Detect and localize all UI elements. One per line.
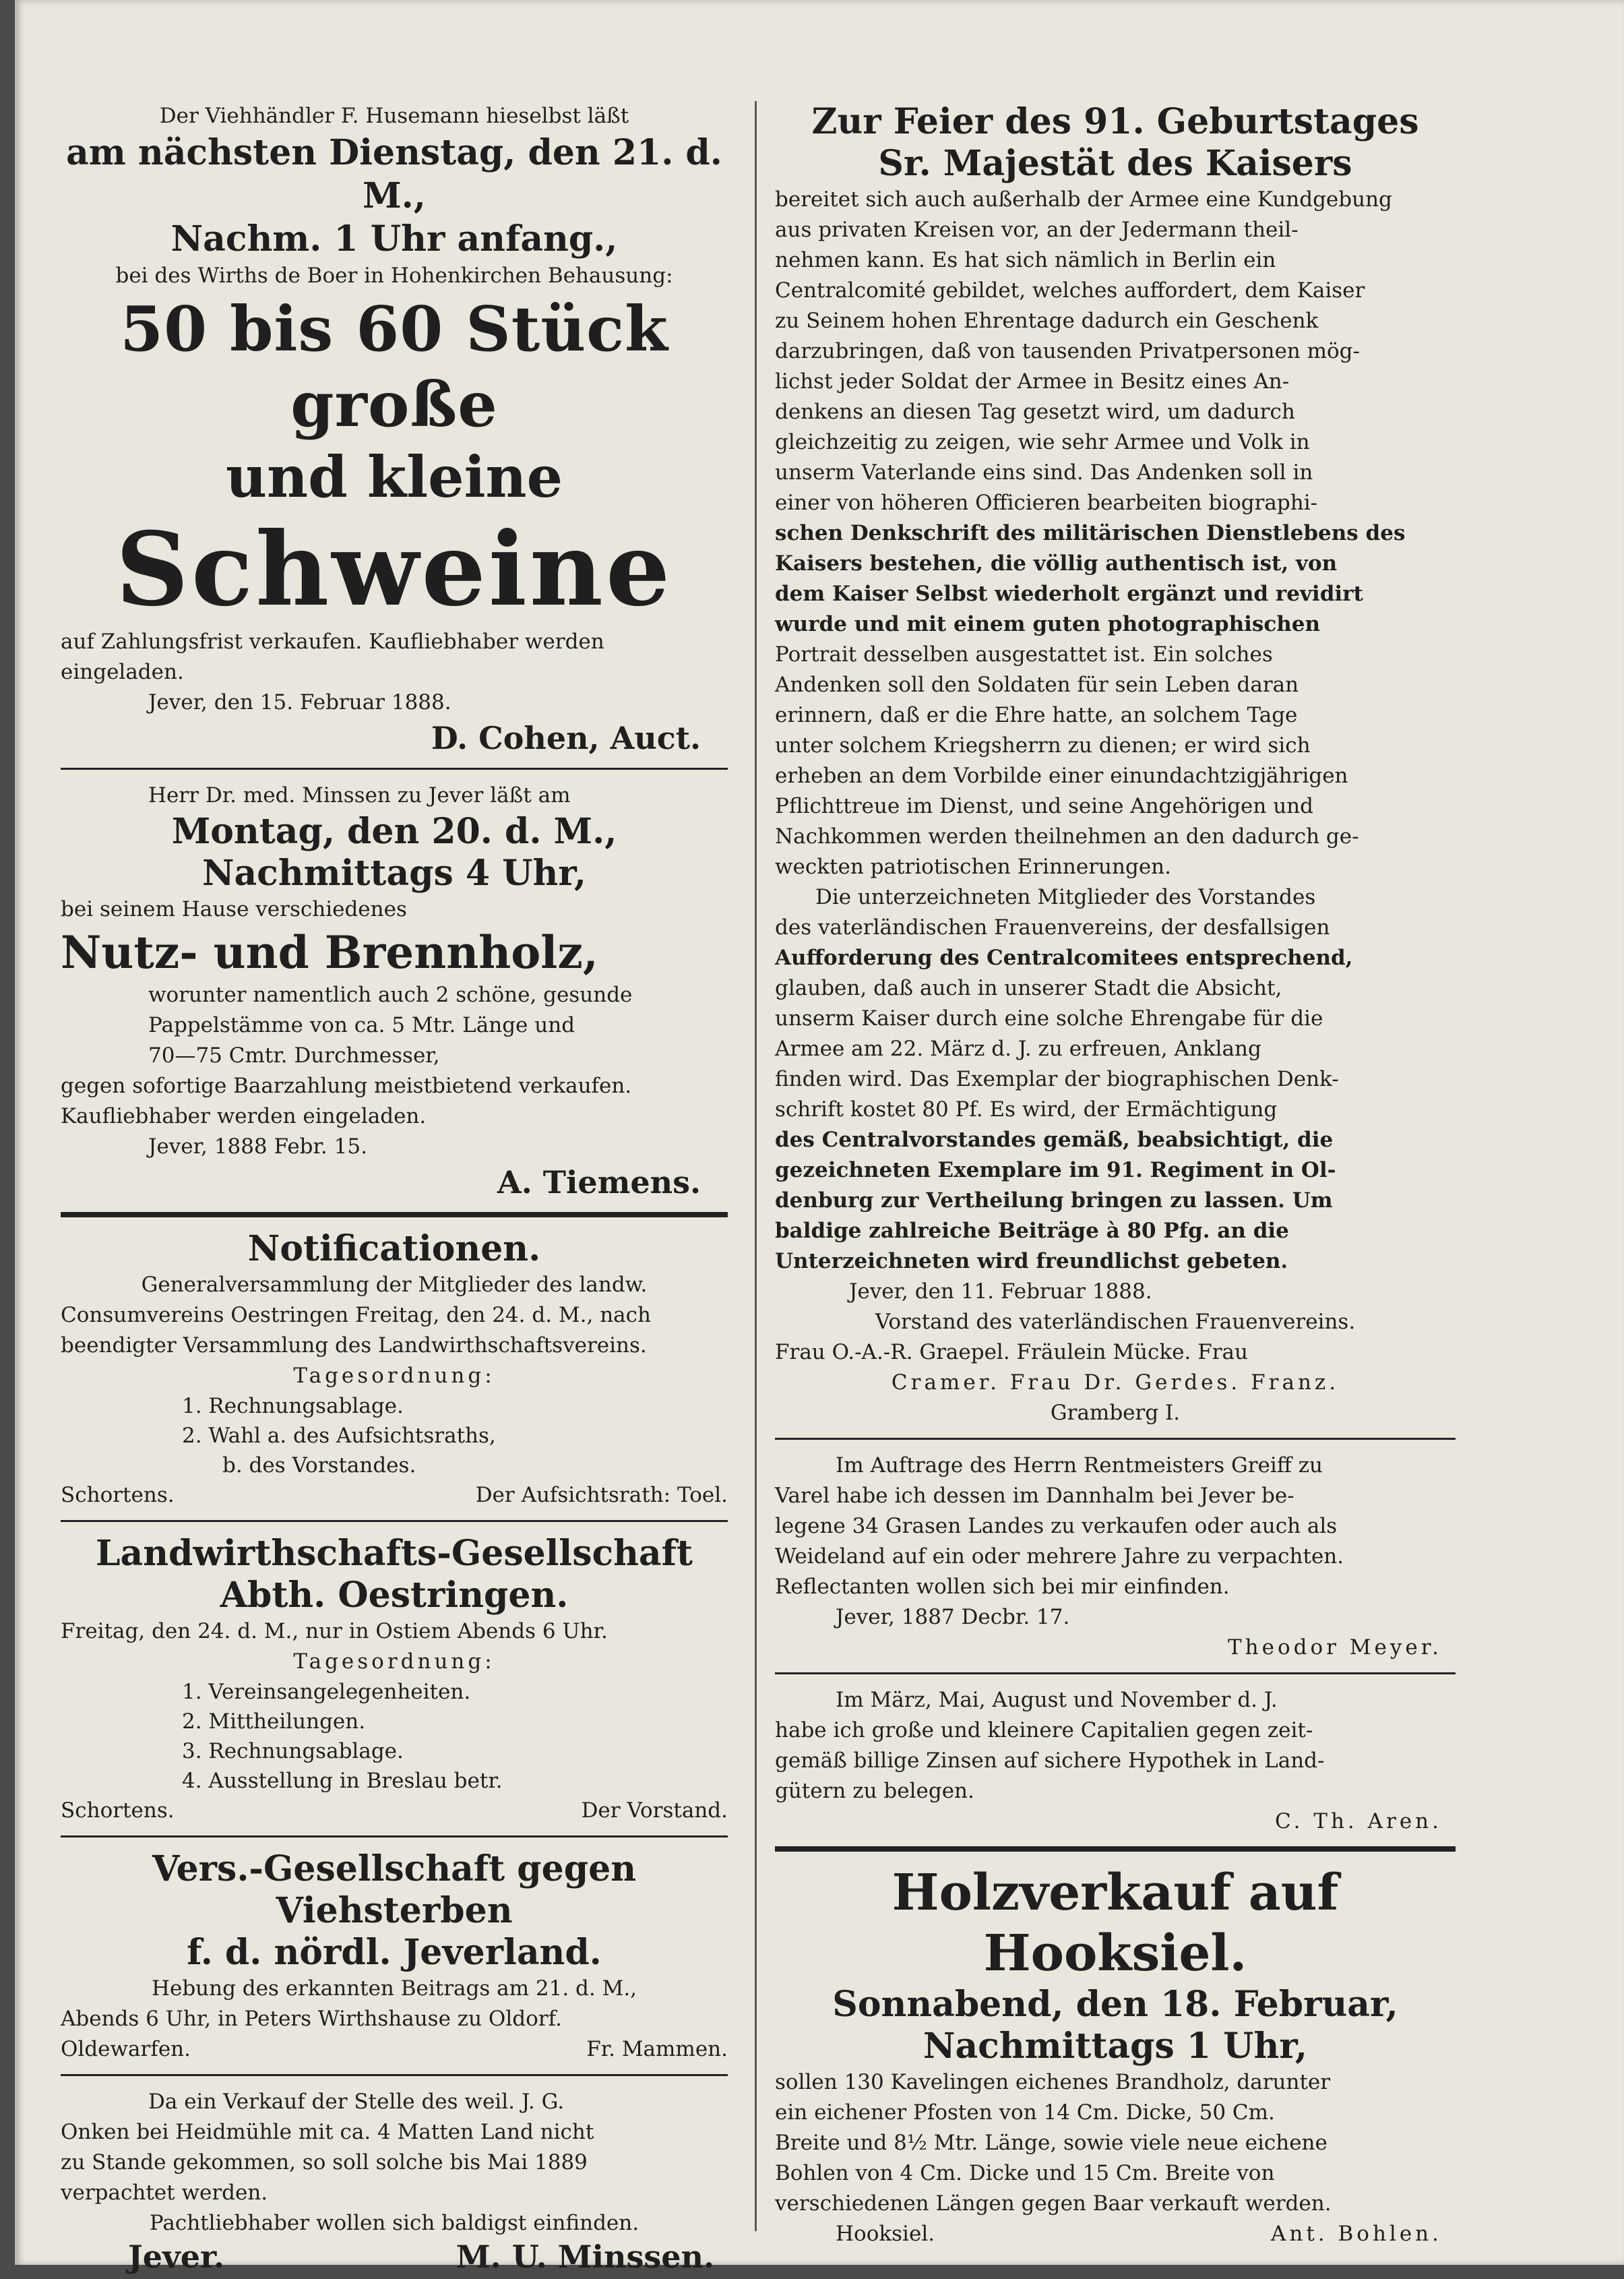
ad-capital bbox=[775, 1685, 1456, 1837]
ad-line: Generalversammlung der Mitglieder des landw. bbox=[141, 1273, 648, 1297]
ad-headline: Holzverkauf auf Hooksiel. bbox=[892, 1864, 1339, 1982]
ad-line: bei des Wirths de Boer in Hohenkirchen Behausung: bbox=[115, 264, 673, 288]
ad-place: Schortens. bbox=[61, 1798, 175, 1823]
ad-footer bbox=[61, 2034, 728, 2065]
body-line: schrift kostet 80 Pf. Es wird, der Ermächtigung bbox=[775, 1097, 1278, 1122]
ad-line: Tagesordnung: bbox=[293, 1649, 495, 1674]
body-line: Nachkommen werden theilnehmen an den dadurch ge- bbox=[775, 824, 1359, 849]
ad-line: Bohlen von 4 Cm. Dicke und 15 Cm. Breite von bbox=[775, 2161, 1275, 2185]
ad-line: gütern zu belegen. bbox=[775, 1779, 974, 1803]
body-line: Centralcomité gebildet, welches auffordert, dem Kaiser bbox=[775, 278, 1365, 303]
body-line: Pflichttreue im Dienst, und seine Angehörigen und bbox=[775, 794, 1313, 818]
agenda-item: b. des Vorstandes. bbox=[222, 1453, 416, 1478]
ad-headline: Zur Feier des 91. Geburtstages bbox=[811, 101, 1419, 142]
ad-line: Onken bei Heidmühle mit ca. 4 Matten Land nicht bbox=[61, 2120, 594, 2144]
body-line: erheben an dem Vorbilde einer einundachtzigjährigen bbox=[775, 764, 1348, 788]
ad-wood-auction bbox=[61, 781, 728, 1203]
ad-headline: Notificationen. bbox=[247, 1228, 541, 1269]
ad-wood-sale-hooksiel bbox=[775, 1862, 1456, 2249]
ad-signature: Der Aufsichtsrath: Toel. bbox=[475, 1483, 728, 1507]
body-line: zu Seinem hohen Ehrentage dadurch ein Geschenk bbox=[775, 309, 1319, 333]
body-line: denburg zur Vertheilung bringen zu lassen. Um bbox=[775, 1188, 1333, 1213]
body-line: Aufforderung des Centralcomitees entsprechend, bbox=[775, 946, 1353, 970]
ad-signature: Vorstand des vaterländischen Frauenvereins. bbox=[875, 1310, 1356, 1334]
ad-date: Jever, 1888 Febr. 15. bbox=[148, 1134, 367, 1159]
ad-signature: Fr. Mammen. bbox=[586, 2037, 728, 2061]
ad-headline: Abth. Oestringen. bbox=[220, 1575, 569, 1616]
agenda-item: 1. Vereinsangelegenheiten. bbox=[182, 1680, 471, 1704]
ad-footer bbox=[61, 1796, 728, 1826]
body-line: denkens an diesen Tag gesetzt wird, um dadurch bbox=[775, 400, 1295, 424]
column-divider bbox=[755, 101, 757, 2231]
ad-headline: Vers.-Gesellschaft gegen Viehsterben bbox=[152, 1848, 636, 1931]
ad-signature: Theodor Meyer. bbox=[1227, 1635, 1442, 1660]
ad-place: Jever. bbox=[128, 2239, 225, 2275]
body-line: Portrait desselben ausgestattet ist. Ein solches bbox=[775, 642, 1273, 667]
ad-pig-auction bbox=[61, 101, 728, 758]
ad-headline: Nachmittags 4 Uhr, bbox=[201, 853, 587, 894]
body-line: Armee am 22. März d. J. zu erfreuen, Anklang bbox=[775, 1037, 1261, 1061]
divider bbox=[61, 1520, 728, 1522]
body-line: aus privaten Kreisen vor, an der Jedermann theil- bbox=[775, 218, 1299, 242]
ad-place: Hooksiel. bbox=[836, 2222, 935, 2246]
divider bbox=[61, 2074, 728, 2076]
divider bbox=[775, 1672, 1456, 1674]
body-line: unserm Kaiser durch eine solche Ehrengabe für die bbox=[775, 1006, 1323, 1031]
ad-line: Der Viehhändler F. Husemann hieselbst läßt bbox=[159, 104, 629, 128]
ad-line: Breite und 8½ Mtr. Länge, sowie viele neue eichene bbox=[775, 2131, 1328, 2155]
ad-headline: Schweine bbox=[115, 510, 673, 629]
body-line: des Centralvorstandes gemäß, beabsichtigt, die bbox=[775, 1128, 1334, 1152]
ad-headline: f. d. nördl. Jeverland. bbox=[187, 1932, 602, 1973]
body-line: unter solchem Kriegsherrn zu dienen; er wird sich bbox=[775, 733, 1311, 758]
right-column bbox=[775, 101, 1456, 2253]
ad-line: sollen 130 Kavelingen eichenes Brandholz, darunter bbox=[775, 2070, 1331, 2094]
ad-line: worunter namentlich auch 2 schöne, gesunde bbox=[148, 983, 633, 1007]
ad-line: Weideland auf ein oder mehrere Jahre zu verpachten. bbox=[775, 1544, 1344, 1569]
ad-line: eingeladen. bbox=[61, 660, 184, 684]
divider bbox=[775, 1846, 1456, 1852]
ad-agricultural-society bbox=[61, 1533, 728, 1826]
body-line: baldige zahlreiche Beiträge à 80 Pfg. an die bbox=[775, 1219, 1289, 1243]
ad-line: legene 34 Grasen Landes zu verkaufen oder auch als bbox=[775, 1514, 1338, 1538]
body-line: Unterzeichneten wird freundlichst gebeten. bbox=[775, 1249, 1288, 1273]
body-line: bereitet sich auch außerhalb der Armee eine Kundgebung bbox=[775, 187, 1392, 212]
ad-headline: Nachmittags 1 Uhr, bbox=[923, 2026, 1308, 2067]
ad-signature: D. Cohen, Auct. bbox=[431, 720, 701, 756]
ad-line: Im Auftrage des Herrn Rentmeisters Greiff zu bbox=[836, 1453, 1323, 1478]
agenda-item: 1. Rechnungsablage. bbox=[182, 1394, 404, 1418]
ad-signature: Gramberg I. bbox=[1050, 1401, 1181, 1425]
ad-line: 70—75 Cmtr. Durchmesser, bbox=[148, 1043, 440, 1068]
ad-headline: Nachm. 1 Uhr anfang., bbox=[170, 218, 618, 260]
ad-line: Herr Dr. med. Minssen zu Jever läßt am bbox=[148, 783, 571, 808]
ad-line: Varel habe ich dessen im Dannhalm bei Jever be- bbox=[775, 1484, 1294, 1508]
body-line: glauben, daß auch in unserer Stadt die Absicht, bbox=[775, 976, 1282, 1000]
body-line: Die unterzeichneten Mitglieder des Vorstandes bbox=[815, 885, 1316, 909]
ad-line: verschiedenen Längen gegen Baar verkauft werden. bbox=[775, 2191, 1332, 2216]
body-line: gezeichneten Exemplare im 91. Regiment in Ol- bbox=[775, 1158, 1336, 1182]
ad-kaiser-birthday bbox=[775, 101, 1456, 1428]
ad-headline: Sonnabend, den 18. Februar, bbox=[832, 1984, 1398, 2025]
ad-lease bbox=[61, 2087, 728, 2275]
ad-line: auf Zahlungsfrist verkaufen. Kaufliebhaber werden bbox=[61, 630, 604, 654]
divider bbox=[775, 1438, 1456, 1440]
ad-signature: Frau O.-A.-R. Graepel. Fräulein Mücke. Frau bbox=[775, 1340, 1248, 1364]
ad-insurance-society bbox=[61, 1848, 728, 2065]
ad-land-sale bbox=[775, 1451, 1456, 1663]
ad-date: Jever, 1887 Decbr. 17. bbox=[836, 1605, 1070, 1629]
body-line: unserm Vaterlande eins sind. Das Andenken soll in bbox=[775, 460, 1313, 485]
ad-line: ein eichener Pfosten von 14 Cm. Dicke, 50 Cm. bbox=[775, 2100, 1275, 2125]
ad-line: Kaufliebhaber werden eingeladen. bbox=[61, 1104, 427, 1128]
agenda-item: 4. Ausstellung in Breslau betr. bbox=[182, 1769, 503, 1793]
ad-line: beendigter Versammlung des Landwirthschaftsvereins. bbox=[61, 1333, 647, 1358]
ad-line: habe ich große und kleinere Capitalien gegen zeit- bbox=[775, 1718, 1313, 1742]
ad-line: zu Stande gekommen, so soll solche bis Mai 1889 bbox=[61, 2150, 588, 2175]
ad-headline: Sr. Majestät des Kaisers bbox=[878, 143, 1352, 184]
ad-date: Jever, den 11. Februar 1888. bbox=[849, 1279, 1152, 1304]
body-line: erinnern, daß er die Ehre hatte, an solchem Tage bbox=[775, 703, 1298, 727]
left-column bbox=[61, 101, 728, 2279]
body-line: finden wird. Das Exemplar der biographischen Denk- bbox=[775, 1067, 1339, 1091]
body-line: wurde und mit einem guten photographischen bbox=[775, 612, 1321, 636]
ad-line: gemäß billige Zinsen auf sichere Hypothek in Land- bbox=[775, 1749, 1325, 1773]
ad-place: Schortens. bbox=[61, 1483, 175, 1507]
agenda-item: 3. Rechnungsablage. bbox=[182, 1739, 404, 1763]
ad-signature: M. U. Minssen. bbox=[456, 2239, 714, 2275]
body-line: Andenken soll den Soldaten für sein Leben daran bbox=[775, 673, 1299, 697]
body-line: dem Kaiser Selbst wiederholt ergänzt und revidirt bbox=[775, 582, 1363, 606]
agenda-item: 2. Wahl a. des Aufsichtsraths, bbox=[182, 1424, 496, 1448]
ad-headline: Montag, den 20. d. M., bbox=[171, 811, 617, 852]
ad-headline: 50 bis 60 Stück große bbox=[120, 293, 668, 441]
ad-footer bbox=[61, 1480, 728, 1511]
ad-date: Jever, den 15. Februar 1888. bbox=[148, 690, 451, 715]
ad-line: Hebung des erkannten Beitrags am 21. d. M., bbox=[151, 1976, 637, 2001]
body-line: einer von höheren Officieren bearbeiten biographi- bbox=[775, 491, 1318, 515]
ad-footer bbox=[61, 2239, 728, 2275]
body-line: darzubringen, daß von tausenden Privatpersonen mög- bbox=[775, 339, 1360, 363]
ad-headline: und kleine bbox=[225, 444, 563, 510]
ad-signature: Der Vorstand. bbox=[581, 1798, 728, 1823]
ad-signature: Cramer. Frau Dr. Gerdes. Franz. bbox=[891, 1370, 1340, 1395]
body-line: schen Denkschrift des militärischen Dienstlebens des bbox=[775, 521, 1406, 545]
divider bbox=[61, 1212, 728, 1217]
ad-line: Freitag, den 24. d. M., nur in Ostiem Abends 6 Uhr. bbox=[61, 1619, 608, 1643]
ad-line: gegen sofortige Baarzahlung meistbietend verkaufen. bbox=[61, 1074, 632, 1098]
ad-line: verpachtet werden. bbox=[61, 2181, 268, 2205]
body-line: nehmen kann. Es hat sich nämlich in Berlin ein bbox=[775, 248, 1276, 272]
ad-line: Tagesordnung: bbox=[293, 1364, 495, 1388]
ad-signature: Ant. Bohlen. bbox=[1270, 2222, 1442, 2246]
body-line: weckten patriotischen Erinnerungen. bbox=[775, 855, 1172, 879]
ad-notifications bbox=[61, 1228, 728, 1511]
ad-signature: A. Tiemens. bbox=[497, 1164, 701, 1201]
ad-place: Oldewarfen. bbox=[61, 2037, 191, 2061]
ad-line: Abends 6 Uhr, in Peters Wirthshause zu Oldorf. bbox=[61, 2007, 562, 2031]
newspaper-page bbox=[15, 0, 1624, 2275]
ad-line: Da ein Verkauf der Stelle des weil. J. G. bbox=[148, 2090, 565, 2114]
ad-headline: am nächsten Dienstag, den 21. d. M., bbox=[66, 132, 722, 216]
ad-line: Consumvereins Oestringen Freitag, den 24. d. M., nach bbox=[61, 1303, 651, 1327]
ad-footer bbox=[775, 2219, 1456, 2249]
ad-line: Reflectanten wollen sich bei mir einfinden. bbox=[775, 1575, 1230, 1599]
agenda-item: 2. Mittheilungen. bbox=[182, 1709, 366, 1734]
body-line: des vaterländischen Frauenvereins, der desfallsigen bbox=[775, 915, 1330, 940]
divider bbox=[61, 1835, 728, 1837]
ad-line: Pappelstämme von ca. 5 Mtr. Länge und bbox=[148, 1013, 575, 1037]
body-line: gleichzeitig zu zeigen, wie sehr Armee und Volk in bbox=[775, 430, 1310, 454]
body-line: lichst jeder Soldat der Armee in Besitz eines An- bbox=[775, 369, 1290, 394]
ad-signature: C. Th. Aren. bbox=[1274, 1809, 1442, 1833]
ad-headline: Nutz- und Brennholz, bbox=[61, 926, 598, 979]
ad-headline: Landwirthschafts-Gesellschaft bbox=[95, 1533, 693, 1574]
ad-line: bei seinem Hause verschiedenes bbox=[61, 897, 407, 921]
ad-line: Im März, Mai, August und November d. J. bbox=[836, 1688, 1278, 1712]
body-line: Kaisers bestehen, die völlig authentisch ist, von bbox=[775, 551, 1338, 576]
ad-line: Pachtliebhaber wollen sich baldigst einfinden. bbox=[149, 2211, 639, 2235]
divider bbox=[61, 768, 728, 770]
